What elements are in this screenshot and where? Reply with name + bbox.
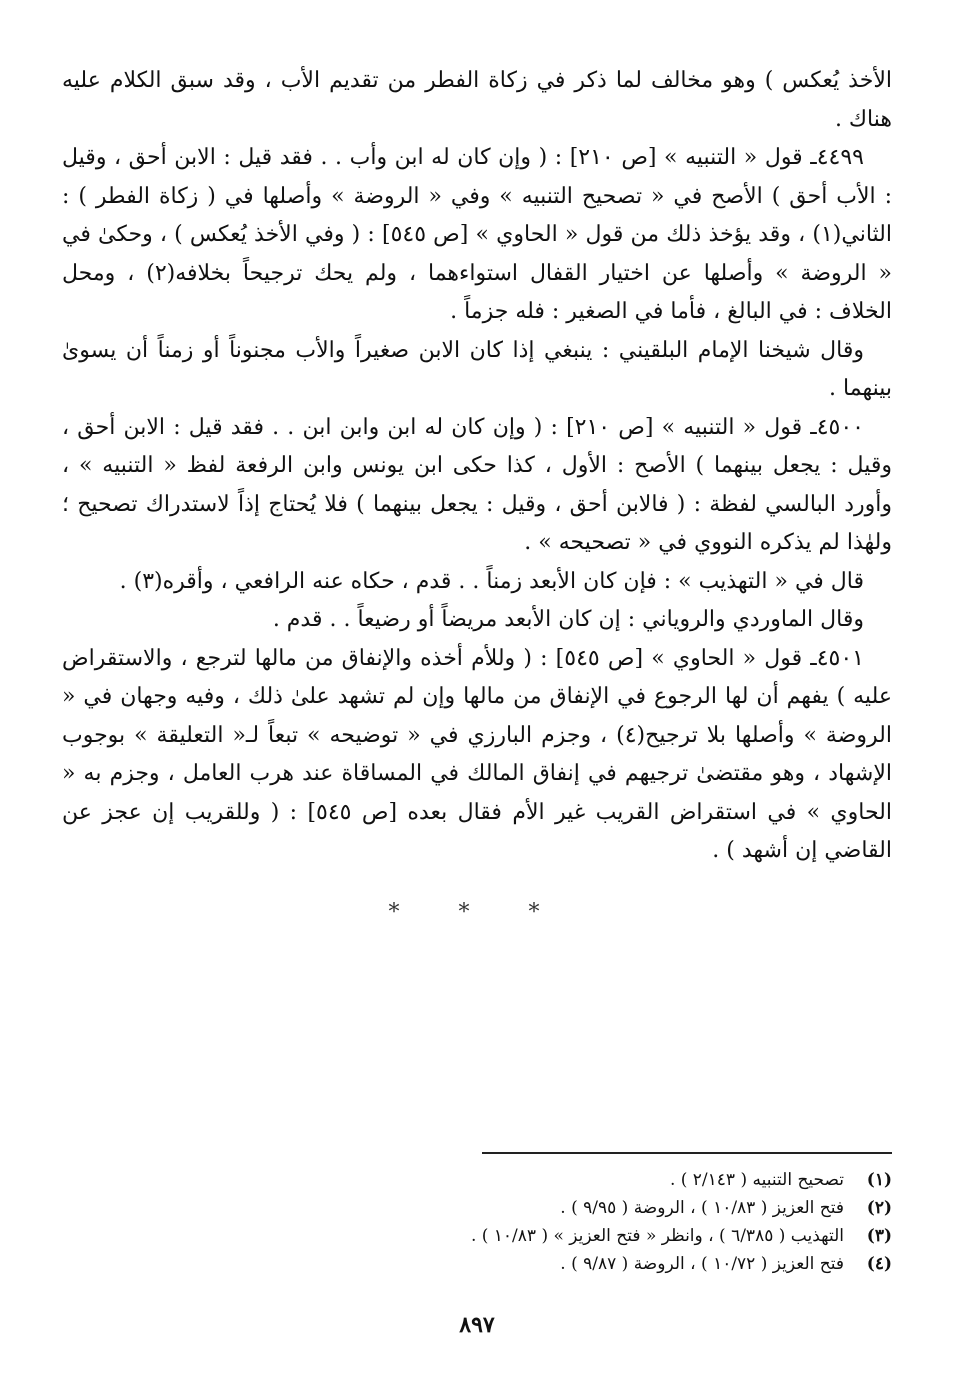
paragraph-4500: ٤٥٠٠ـ قول « التنبيه » [ص ٢١٠] : ( وإن كان له ابن وابن ابن . . فقد قيل : الابن أحق ، وقيل : يجعل بينهما ) الأصح : الأول ، كذا حكى ابن يونس وابن الرفعة لفظ « التنبيه » ، وأورد البالسي لفظة : ( فالابن أحق ، وقيل : يجعل بينهما ) فلا يُحتاج إذاً لاستدراك تصحيح ؛ ولهٰذا لم يذكره النووي في « تصحيحه » .	[62, 414, 892, 555]
footnote-number: (٢)	[866, 1198, 892, 1218]
footnotes	[62, 1166, 892, 1278]
footnote-number: (١)	[866, 1170, 892, 1190]
footnote-text: التهذيب ( ٦/٣٨٥ ) ، وانظر « فتح العزيز » ( ١٠/٨٣ ) .	[470, 1226, 844, 1246]
paragraph-tahdhib: قال في « التهذيب » : فإن كان الأبعد زمناً . . قدم ، حكاه عنه الرافعي ، وأقره(٣) .	[119, 568, 864, 594]
footnote-text: فتح العزيز ( ١٠/٨٣ ) ، الروضة ( ٩/٩٥ ) .	[560, 1198, 844, 1218]
footnote-number: (٤)	[866, 1254, 892, 1274]
footnote-item	[62, 1166, 892, 1194]
footnote-divider	[482, 1152, 892, 1154]
paragraph-continuation: الأخذ يُعكس ) وهو مخالف لما ذكر في زكاة الفطر من تقديم الأب ، وقد سبق الكلام عليه هناك .	[62, 68, 892, 132]
paragraph-mawardi: وقال الماوردي والروياني : إن كان الأبعد مريضاً أو رضيعاً . . قدم .	[272, 607, 864, 632]
footnote-text: تصحيح التنبيه ( ٢/١٤٣ ) .	[669, 1170, 844, 1190]
section-separator: * * *	[388, 900, 566, 925]
page-number: ٨٩٧	[459, 1312, 495, 1338]
paragraph-4501: ٤٥٠١ـ قول « الحاوي » [ص ٥٤٥] : ( وللأم أخذه والإنفاق من مالها لترجع ، والاستقراض عليه ) يفهم أن لها الرجوع في الإنفاق من مالها وإن لم تشهد علىٰ ذلك ، وفيه وجهان في « الروضة » وأصلها بلا ترجيح(٤) ، وجزم البارزي في « توضيحه » تبعاً لـ« التعليقة » بوجوب الإشهاد ، وهو مقتضىٰ ترجيهم في إنفاق المالك في المساقاة عند هرب العامل ، وجزم به « الحاوي » في استقراض القريب غير الأم فقال بعده [ص ٥٤٥] : ( وللقريب إن عجز عن القاضي إن أشهد ) .	[62, 645, 892, 863]
main-text	[62, 62, 892, 871]
footnote-item	[62, 1222, 892, 1250]
book-page	[62, 62, 892, 1382]
footnote-text: فتح العزيز ( ١٠/٧٢ ) ، الروضة ( ٩/٨٧ ) .	[560, 1254, 844, 1274]
paragraph-4499: ٤٤٩٩ـ قول « التنبيه » [ص ٢١٠] : ( وإن كان له ابن وأب . . فقد قيل : الابن أحق ، وقيل : الأب أحق ) الأصح في « تصحيح التنبيه » وفي « الروضة » وأصلها في ( زكاة الفطر ) : الثاني(١) ، وقد يؤخذ ذلك من قول « الحاوي » [ص ٥٤٥] : ( وفي الأخذ يُعكس ) ، وحكىٰ في « الروضة » وأصلها عن اختيار القفال استواءهما ، ولم يحك ترجيحاً بخلافه(٢) ، ومحل الخلاف : في البالغ ، فأما في الصغير : فله جزماً .	[62, 145, 892, 324]
footnote-item	[62, 1194, 892, 1222]
footnote-item	[62, 1250, 892, 1278]
footnote-number: (٣)	[866, 1226, 892, 1246]
paragraph-bulqini: وقال شيخنا الإمام البلقيني : ينبغي إذا كان الابن صغيراً والأب مجنوناً أو زمناً أن يسوىٰ بينهما .	[62, 337, 892, 401]
